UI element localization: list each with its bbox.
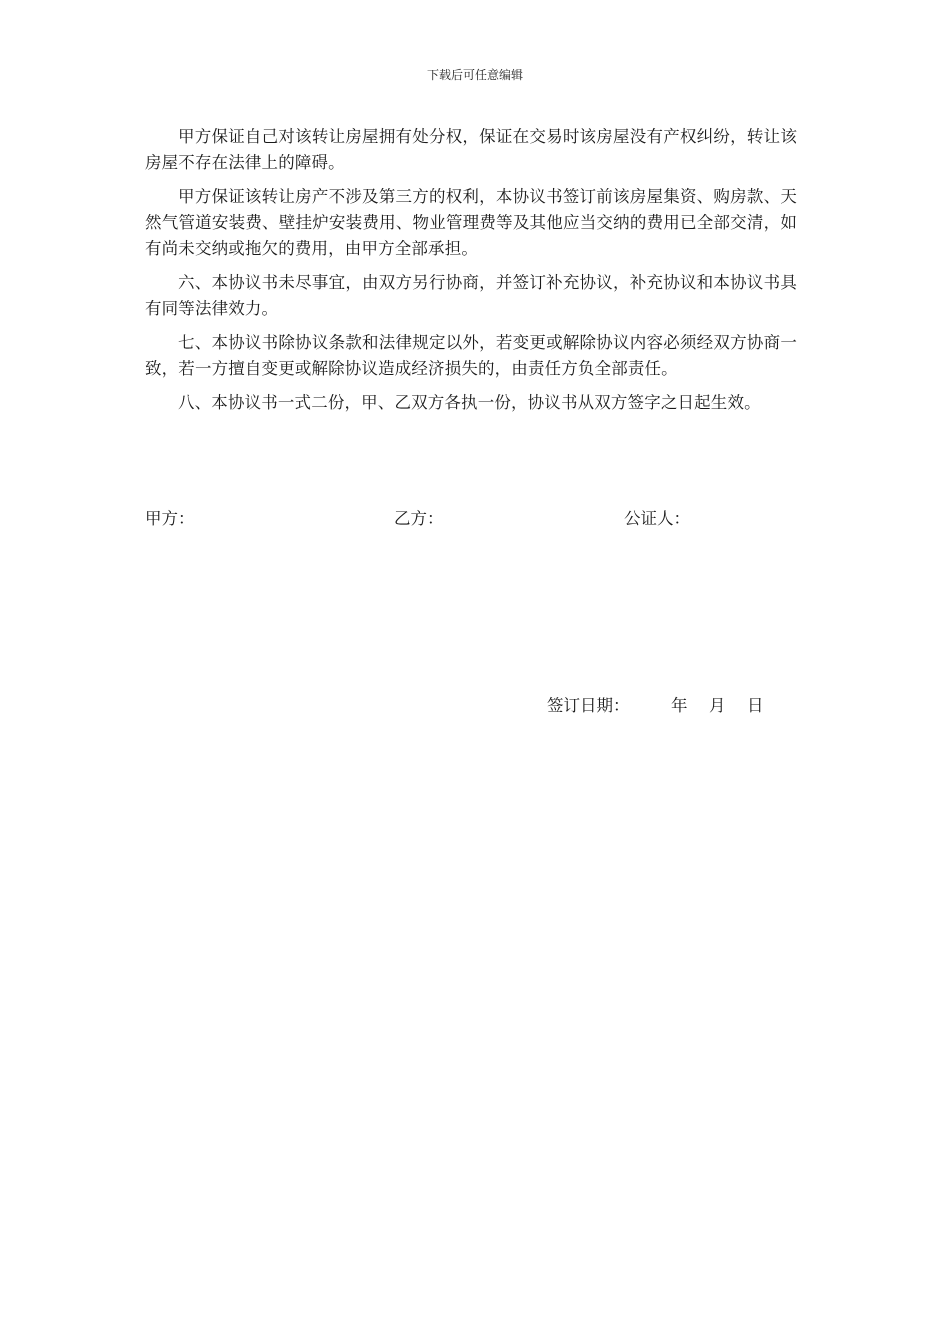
date-month: 月 [709, 696, 726, 715]
date-year: 年 [671, 696, 688, 715]
date-day: 日 [747, 696, 764, 715]
signature-party-a: 甲方： [145, 509, 195, 528]
signature-notary: 公证人： [624, 509, 690, 528]
signing-date [547, 693, 764, 719]
signature-party-b: 乙方： [394, 509, 444, 528]
signing-date-label: 签订日期： [547, 696, 630, 715]
paragraph-clause-7: 七、本协议书除协议条款和法律规定以外，若变更或解除协议内容必须经双方协商一致，若一方擅自变更或解除协议造成经济损失的，由责任方负全部责任。 [145, 333, 797, 378]
paragraph-ownership: 甲方保证自己对该转让房屋拥有处分权，保证在交易时该房屋没有产权纠纷，转让该房屋不存在法律上的障碍。 [145, 127, 797, 172]
paragraph-clause-6: 六、本协议书未尽事宜，由双方另行协商，并签订补充协议，补充协议和本协议书具有同等法律效力。 [145, 273, 797, 318]
paragraph-clause-8: 八、本协议书一式二份，甲、乙双方各执一份，协议书从双方签字之日起生效。 [178, 393, 761, 412]
agreement-body [145, 124, 797, 424]
paragraph-fees: 甲方保证该转让房产不涉及第三方的权利，本协议书签订前该房屋集资、购房款、天然气管道安装费、壁挂炉安装费用、物业管理费等及其他应当交纳的费用已全部交清，如有尚未交纳或拖欠的费用，由甲方全部承担。 [145, 187, 797, 258]
header-note: 下载后可任意编辑 [426, 68, 523, 82]
